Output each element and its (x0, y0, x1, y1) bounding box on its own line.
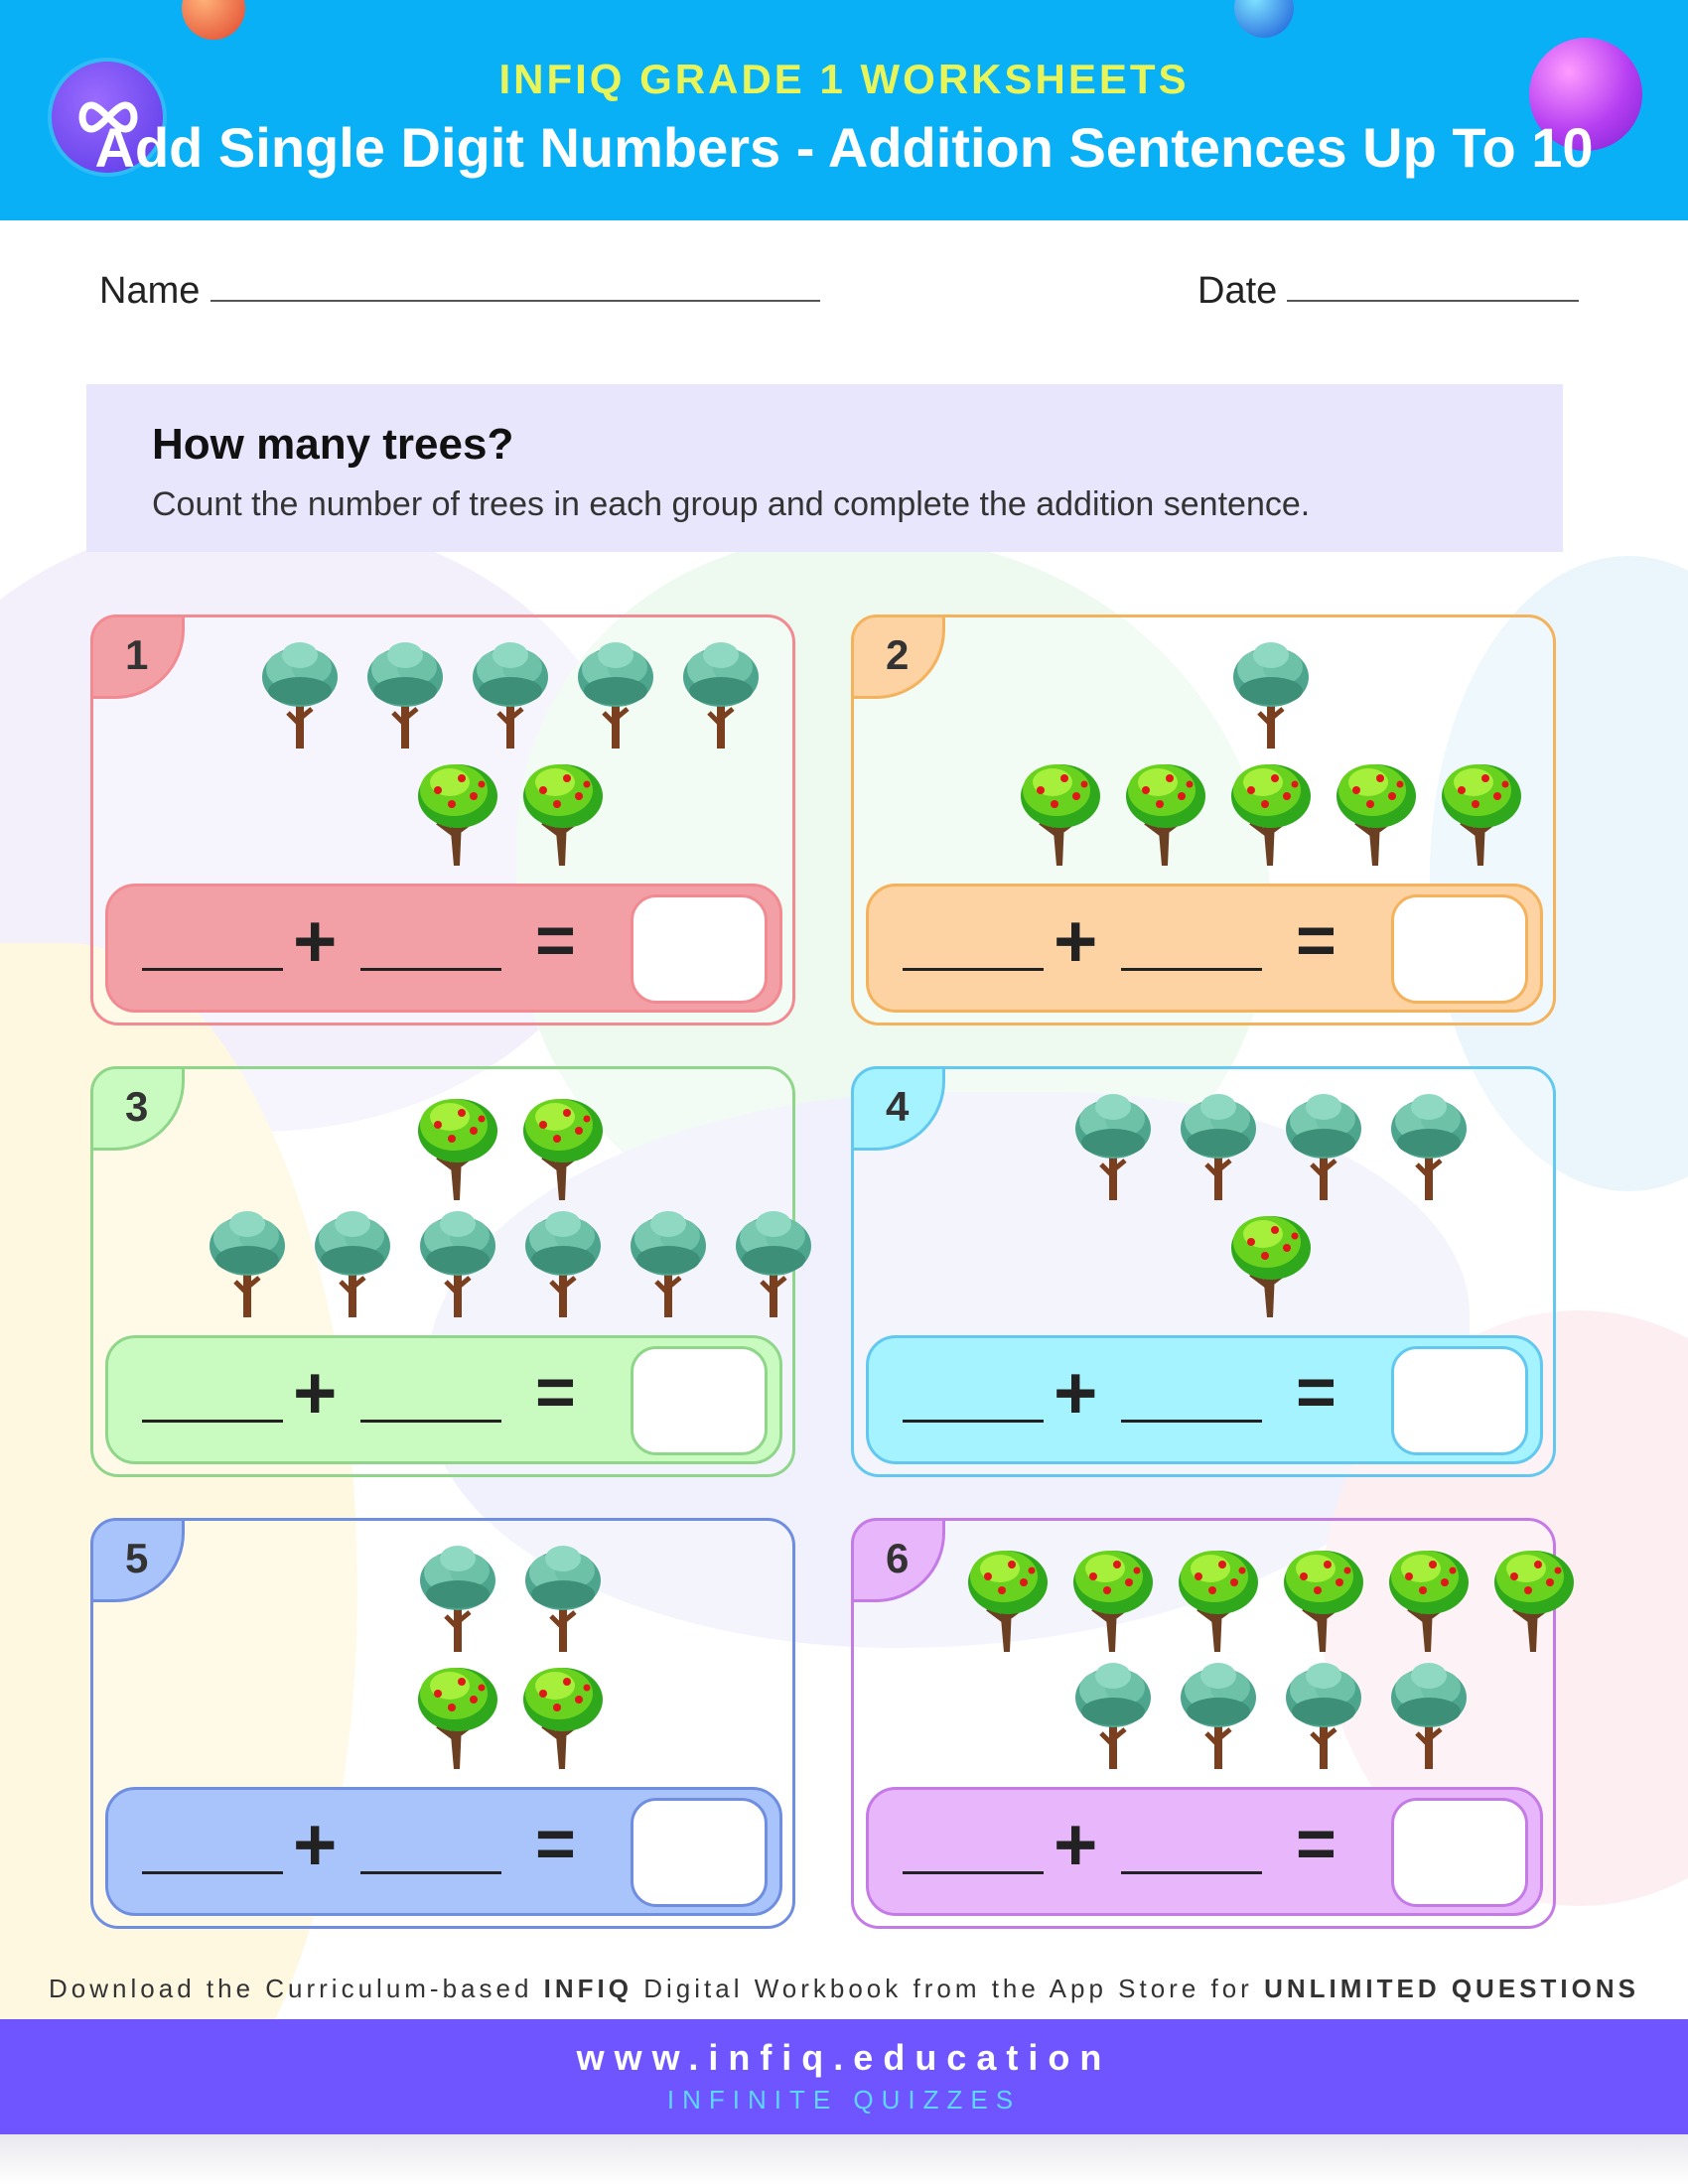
addition-sentence (105, 884, 782, 1013)
plus-sign: + (1054, 899, 1098, 984)
addition-sentence (105, 1787, 782, 1916)
teal-tree-icon (363, 639, 447, 751)
apple-tree-icon (1335, 756, 1418, 868)
teal-tree-icon (416, 1543, 499, 1654)
teal-tree-icon (1387, 1660, 1471, 1771)
worksheet-series: INFIQ GRADE 1 WORKSHEETS (498, 56, 1190, 102)
first-addend-blank[interactable] (142, 1871, 283, 1874)
second-addend-blank[interactable] (1121, 968, 1262, 971)
problem-card-4 (851, 1066, 1556, 1477)
equals-sign: = (1296, 901, 1336, 979)
apple-tree-icon (1440, 756, 1523, 868)
apple-tree-icon (1229, 756, 1313, 868)
addition-sentence (866, 884, 1543, 1013)
teal-tree-icon (1282, 1091, 1365, 1202)
equals-sign: = (535, 901, 576, 979)
second-addend-blank[interactable] (1121, 1871, 1262, 1874)
teal-tree-icon (311, 1208, 394, 1319)
problem-number-badge (851, 1066, 945, 1151)
first-addend-blank[interactable] (903, 1871, 1044, 1874)
date-line[interactable] (1287, 300, 1579, 302)
teal-tree-icon (732, 1208, 815, 1319)
teal-tree-icon (258, 639, 342, 751)
apple-tree-icon (521, 756, 605, 868)
plus-sign: + (293, 1803, 338, 1887)
problem-number-badge (851, 614, 945, 699)
download-promo (0, 1974, 1688, 2004)
teal-tree-icon (1071, 1660, 1155, 1771)
apple-tree-icon (1282, 1543, 1365, 1654)
apple-tree-icon (521, 1660, 605, 1771)
instructions-panel (86, 384, 1563, 552)
teal-tree-icon (1177, 1660, 1260, 1771)
footer-bar (0, 2019, 1688, 2134)
plus-sign: + (293, 899, 338, 984)
decorative-ball (182, 0, 245, 40)
addition-sentence (866, 1787, 1543, 1916)
apple-tree-icon (1229, 1208, 1313, 1319)
problem-number-badge (90, 1066, 185, 1151)
teal-tree-icon (521, 1543, 605, 1654)
name-label: Name (99, 270, 201, 312)
date-label: Date (1197, 270, 1278, 312)
equals-sign: = (535, 1805, 576, 1882)
problem-card-6 (851, 1518, 1556, 1929)
answer-box[interactable] (1391, 1346, 1528, 1455)
apple-tree-icon (1124, 756, 1207, 868)
apple-tree-icon (416, 756, 499, 868)
problem-number: 6 (886, 1535, 910, 1581)
problem-number-badge (851, 1518, 945, 1602)
second-addend-blank[interactable] (360, 1420, 501, 1423)
promo-text: Download the Curriculum-based (49, 1974, 544, 2003)
answer-box[interactable] (1391, 894, 1528, 1004)
worksheet-header (0, 0, 1688, 220)
worksheet-title: Add Single Digit Numbers - Addition Sentences Up To 10 (94, 116, 1594, 179)
apple-tree-icon (966, 1543, 1050, 1654)
apple-tree-icon (1492, 1543, 1576, 1654)
problem-number-badge (90, 614, 185, 699)
equals-sign: = (1296, 1353, 1336, 1431)
plus-sign: + (293, 1351, 338, 1435)
equals-sign: = (535, 1353, 576, 1431)
plus-sign: + (1054, 1803, 1098, 1887)
promo-text: Digital Workbook from the App Store for (633, 1974, 1265, 2003)
problem-number: 2 (886, 631, 910, 678)
equals-sign: = (1296, 1805, 1336, 1882)
first-addend-blank[interactable] (903, 1420, 1044, 1423)
second-addend-blank[interactable] (1121, 1420, 1262, 1423)
instructions-text: Count the number of trees in each group and complete the addition sentence. (152, 485, 1311, 523)
apple-tree-icon (1019, 756, 1102, 868)
problem-number: 4 (886, 1083, 910, 1130)
first-addend-blank[interactable] (142, 1420, 283, 1423)
teal-tree-icon (1387, 1091, 1471, 1202)
website-link[interactable]: www.infiq.education (576, 2037, 1112, 2078)
problem-number-badge (90, 1518, 185, 1602)
answer-box[interactable] (631, 894, 768, 1004)
apple-tree-icon (416, 1091, 499, 1202)
second-addend-blank[interactable] (360, 1871, 501, 1874)
teal-tree-icon (469, 639, 552, 751)
footer-tagline: INFINITE QUIZZES (666, 2085, 1022, 2115)
problem-card-5 (90, 1518, 795, 1929)
answer-box[interactable] (631, 1798, 768, 1907)
answer-box[interactable] (1391, 1798, 1528, 1907)
teal-tree-icon (1229, 639, 1313, 751)
apple-tree-icon (1177, 1543, 1260, 1654)
instructions-title: How many trees? (152, 420, 514, 469)
name-line[interactable] (211, 300, 820, 302)
promo-brand: INFIQ (543, 1974, 633, 2003)
apple-tree-icon (1071, 1543, 1155, 1654)
problem-card-1 (90, 614, 795, 1025)
teal-tree-icon (1282, 1660, 1365, 1771)
apple-tree-icon (1387, 1543, 1471, 1654)
second-addend-blank[interactable] (360, 968, 501, 971)
teal-tree-icon (1177, 1091, 1260, 1202)
problem-card-2 (851, 614, 1556, 1025)
teal-tree-icon (627, 1208, 710, 1319)
answer-box[interactable] (631, 1346, 768, 1455)
apple-tree-icon (521, 1091, 605, 1202)
teal-tree-icon (206, 1208, 289, 1319)
addition-sentence (866, 1335, 1543, 1464)
teal-tree-icon (574, 639, 657, 751)
teal-tree-icon (679, 639, 763, 751)
plus-sign: + (1054, 1351, 1098, 1435)
problem-number: 3 (125, 1083, 149, 1130)
teal-tree-icon (416, 1208, 499, 1319)
decorative-ball (1234, 0, 1294, 38)
problem-number: 5 (125, 1535, 149, 1581)
apple-tree-icon (416, 1660, 499, 1771)
problem-card-3 (90, 1066, 795, 1477)
teal-tree-icon (521, 1208, 605, 1319)
first-addend-blank[interactable] (903, 968, 1044, 971)
problem-number: 1 (125, 631, 149, 678)
promo-emphasis: UNLIMITED QUESTIONS (1264, 1974, 1639, 2003)
first-addend-blank[interactable] (142, 968, 283, 971)
addition-sentence (105, 1335, 782, 1464)
page-bottom-shadow (0, 2134, 1688, 2184)
teal-tree-icon (1071, 1091, 1155, 1202)
